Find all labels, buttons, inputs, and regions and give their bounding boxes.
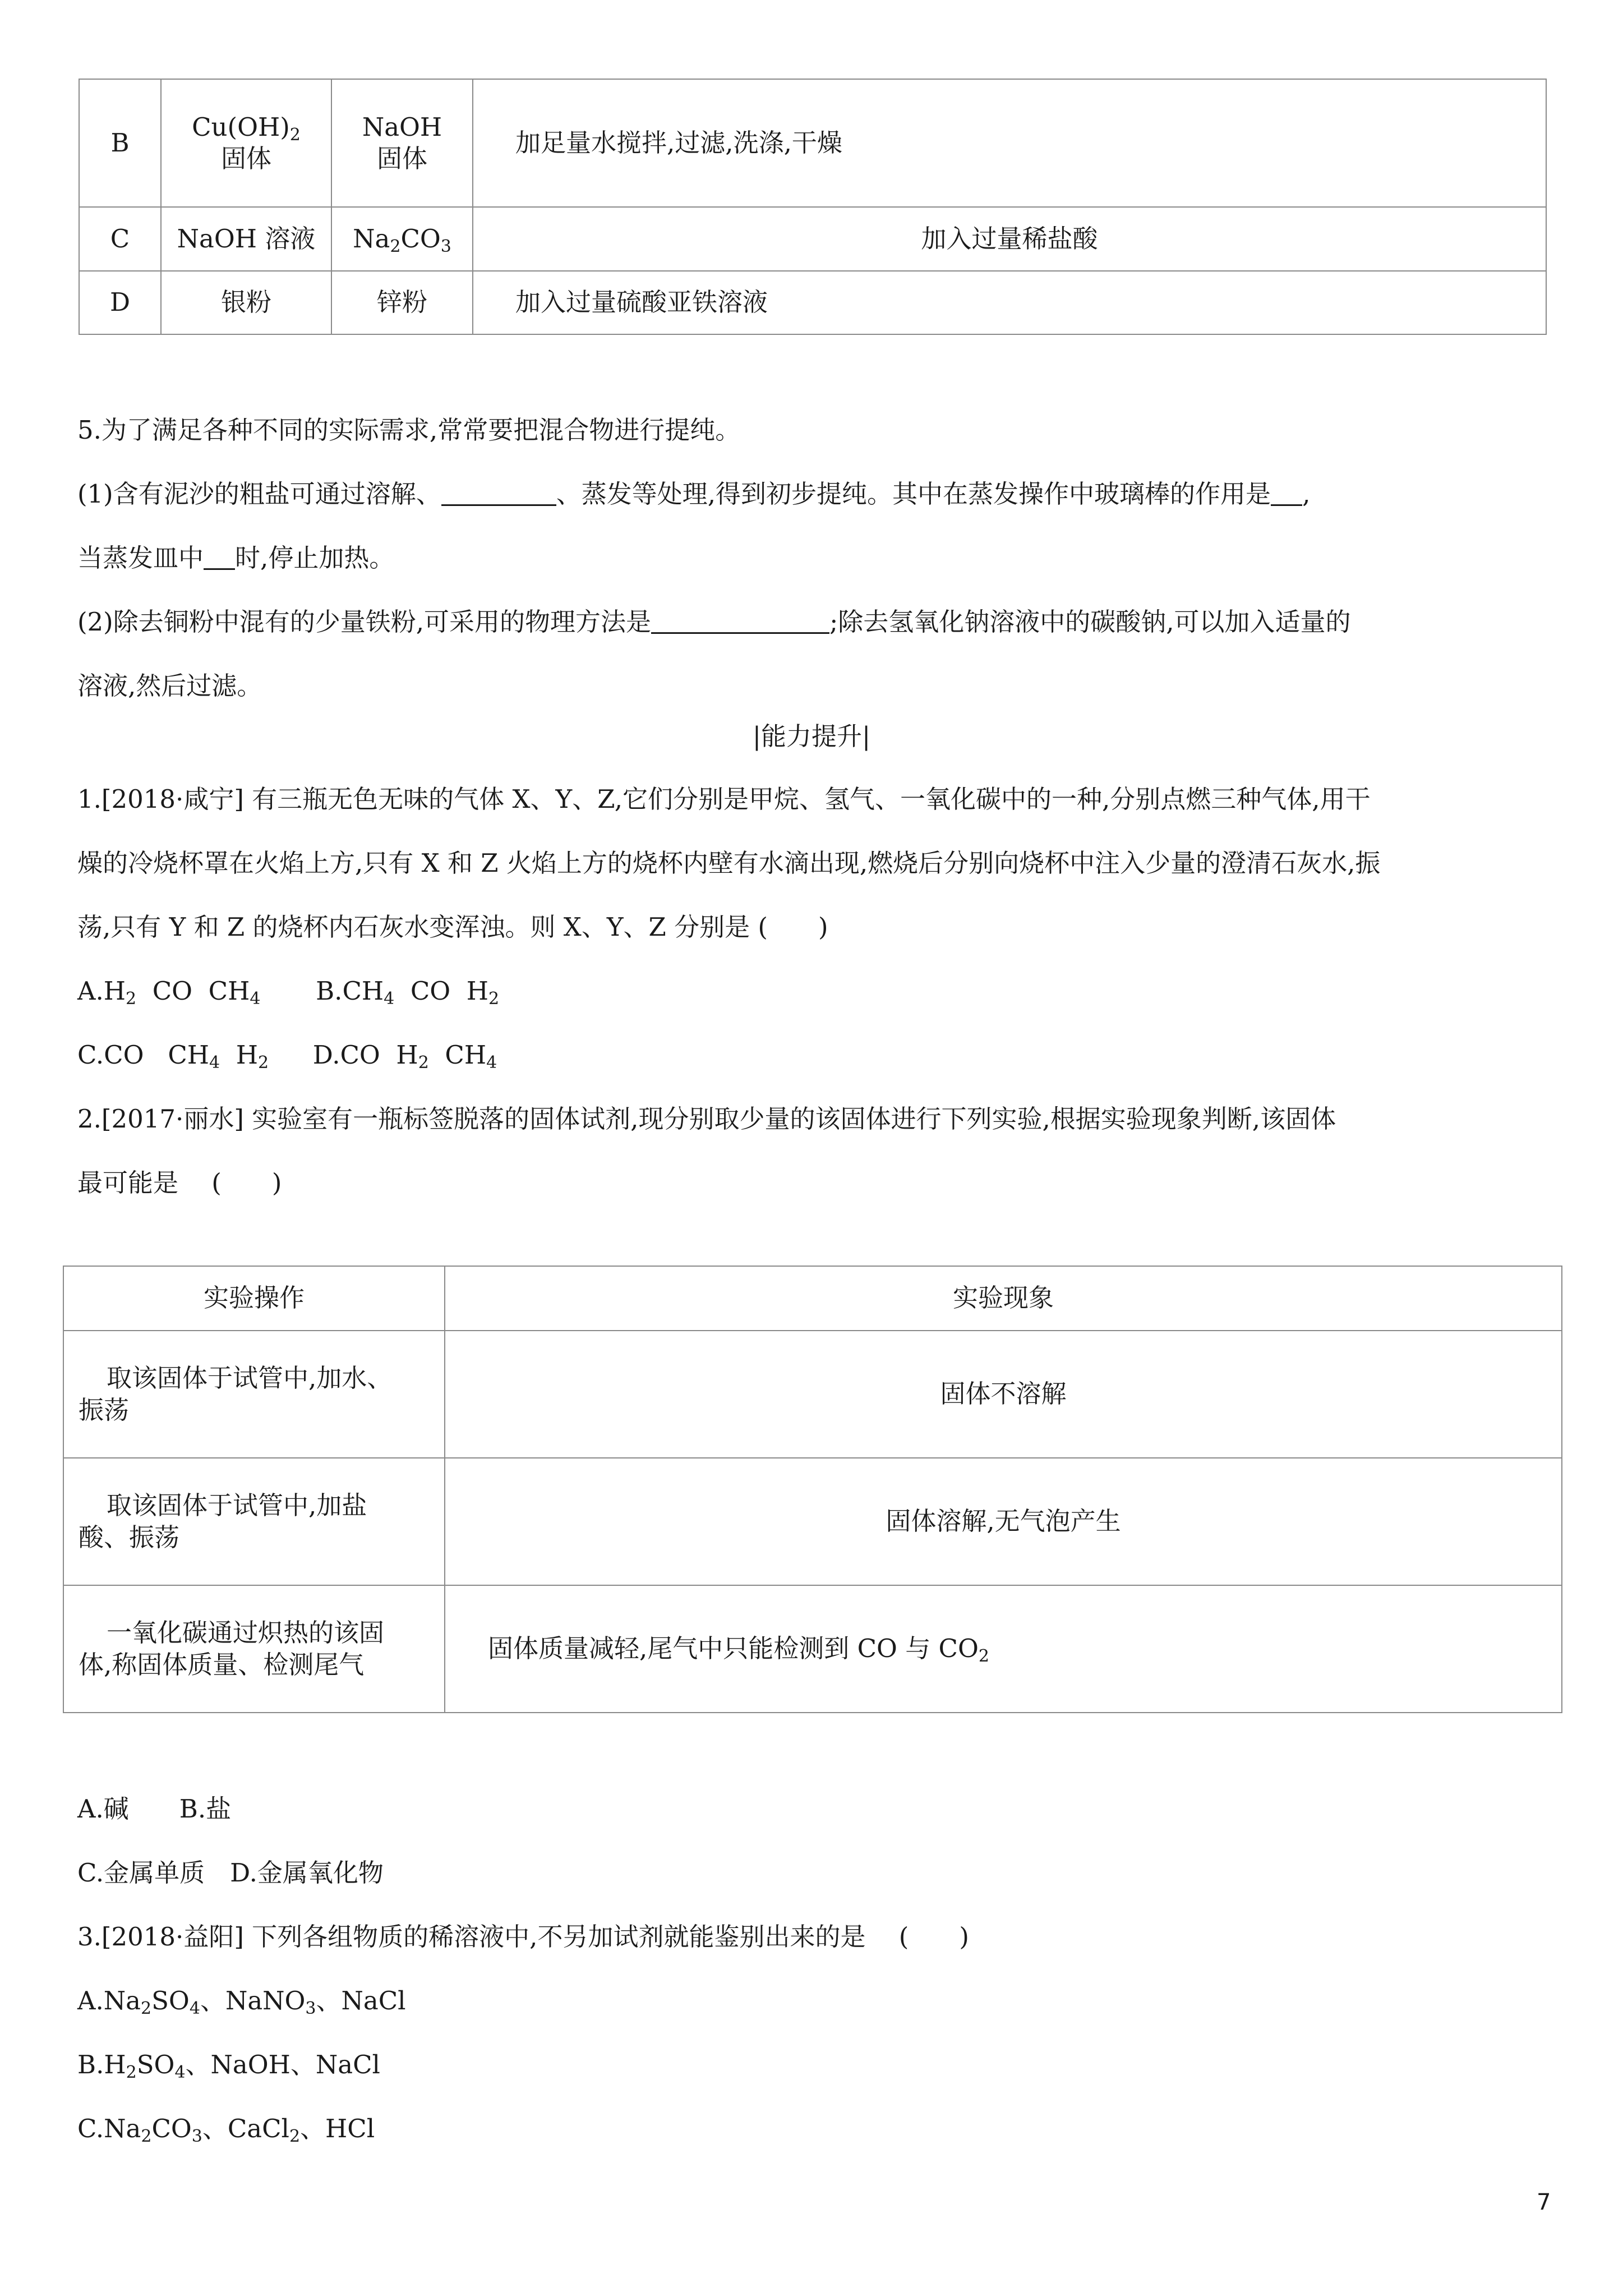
phenomenon-cell: 固体质量减轻,尾气中只能检测到 CO 与 $CO_2$ bbox=[445, 1585, 1562, 1713]
answer-blank[interactable] bbox=[204, 546, 235, 570]
impurity-cell: 银粉 bbox=[161, 271, 331, 334]
experiment-table bbox=[63, 1266, 1562, 1713]
table-row bbox=[63, 1331, 1562, 1458]
answer-blank[interactable] bbox=[651, 610, 829, 634]
q1-options-cd bbox=[77, 1040, 497, 1073]
q3-stem: 3.[2018·益阳] 下列各组物质的稀溶液中,不另加试剂就能鉴别出来的是 ( ) bbox=[77, 1922, 969, 1952]
page-number: 7 bbox=[1537, 2189, 1551, 2215]
section-title: |能力提升| bbox=[752, 721, 871, 751]
option-a[interactable]: $A.H_2$ CO $CH_4$ bbox=[77, 976, 261, 1009]
operation-cell: 一氧化碳通过炽热的该固 体,称固体质量、检测尾气 bbox=[63, 1585, 445, 1713]
method-cell: 加入过量稀盐酸 bbox=[473, 207, 1546, 271]
method-cell: 加足量水搅拌,过滤,洗涤,干燥 bbox=[473, 79, 1546, 207]
q1-options-ab bbox=[77, 976, 500, 1009]
row-label: C bbox=[79, 207, 161, 271]
row-label: D bbox=[79, 271, 161, 334]
q5-part2-line2: 溶液,然后过滤。 bbox=[77, 671, 262, 701]
impurity-cell: NaOH 溶液 bbox=[161, 207, 331, 271]
method-cell: 加入过量硫酸亚铁溶液 bbox=[473, 271, 1546, 334]
option-d[interactable]: D.CO $H_2$ $CH_4$ bbox=[312, 1040, 497, 1073]
reagent-cell: $Na_2CO_3$ bbox=[331, 207, 473, 271]
q1-line1: 1.[2018·咸宁] 有三瓶无色无味的气体 X、Y、Z,它们分别是甲烷、氢气、一氧化碳中的一种,分别点燃三种气体,用干 bbox=[77, 784, 1371, 814]
row-label: B bbox=[79, 79, 161, 207]
option-b[interactable]: $B.H_2SO_4$、NaOH、NaCl bbox=[77, 2050, 380, 2082]
table-row bbox=[63, 1458, 1562, 1585]
q2-options-cd[interactable]: C.金属单质 D.金属氧化物 bbox=[77, 1858, 384, 1888]
phenomenon-cell: 固体不溶解 bbox=[445, 1331, 1562, 1458]
answer-blank[interactable] bbox=[441, 482, 556, 506]
reagent-cell: 锌粉 bbox=[331, 271, 473, 334]
option-b[interactable]: $B.CH_4$ CO $H_2$ bbox=[316, 976, 500, 1009]
q2-options-ab[interactable]: A.碱 B.盐 bbox=[77, 1794, 232, 1824]
table-row bbox=[79, 79, 1546, 207]
impurity-cell: $Cu(OH)_2$ 固体 bbox=[161, 79, 331, 207]
reagent-cell: NaOH 固体 bbox=[331, 79, 473, 207]
q1-line2: 燥的冷烧杯罩在火焰上方,只有 X 和 Z 火焰上方的烧杯内壁有水滴出现,燃烧后分别向烧杯中注入少量的澄清石灰水,振 bbox=[77, 848, 1381, 878]
q5-stem: 5.为了满足各种不同的实际需求,常常要把混合物进行提纯。 bbox=[77, 415, 741, 445]
table-row bbox=[63, 1585, 1562, 1713]
table-row bbox=[79, 207, 1546, 271]
table-row bbox=[79, 271, 1546, 334]
q2-line1: 2.[2017·丽水] 实验室有一瓶标签脱落的固体试剂,现分别取少量的该固体进行下列实验,根据实验现象判断,该固体 bbox=[77, 1104, 1336, 1134]
reagent-table bbox=[79, 79, 1547, 335]
operation-cell: 取该固体于试管中,加盐 酸、振荡 bbox=[63, 1458, 445, 1585]
q5-part1-line2: 当蒸发皿中 时,停止加热。 bbox=[77, 543, 395, 573]
phenomenon-cell: 固体溶解,无气泡产生 bbox=[445, 1458, 1562, 1585]
q2-line2: 最可能是 ( ) bbox=[77, 1168, 282, 1198]
q1-line3: 荡,只有 Y 和 Z 的烧杯内石灰水变浑浊。则 X、Y、Z 分别是 ( ) bbox=[77, 912, 828, 942]
option-a[interactable]: $A.Na_2SO_4$、NaNO$_3$、NaCl bbox=[77, 1986, 406, 2018]
operation-cell: 取该固体于试管中,加水、 振荡 bbox=[63, 1331, 445, 1458]
answer-blank[interactable] bbox=[1271, 482, 1302, 506]
q5-part2-line1: (2)除去铜粉中混有的少量铁粉,可采用的物理方法是 ;除去氢氧化钠溶液中的碳酸钠,可以加入适量的 bbox=[77, 607, 1351, 637]
header-operation: 实验操作 bbox=[63, 1266, 445, 1331]
table-header-row bbox=[63, 1266, 1562, 1331]
q5-part1-line1: (1)含有泥沙的粗盐可通过溶解、 、蒸发等处理,得到初步提纯。其中在蒸发操作中玻璃棒的作用是 , bbox=[77, 479, 1311, 509]
header-phenomenon: 实验现象 bbox=[445, 1266, 1562, 1331]
option-c[interactable]: $C.Na_2CO_3$、CaCl$_2$、HCl bbox=[77, 2114, 375, 2146]
option-c[interactable]: C.CO $CH_4$ $H_2$ bbox=[77, 1040, 269, 1073]
